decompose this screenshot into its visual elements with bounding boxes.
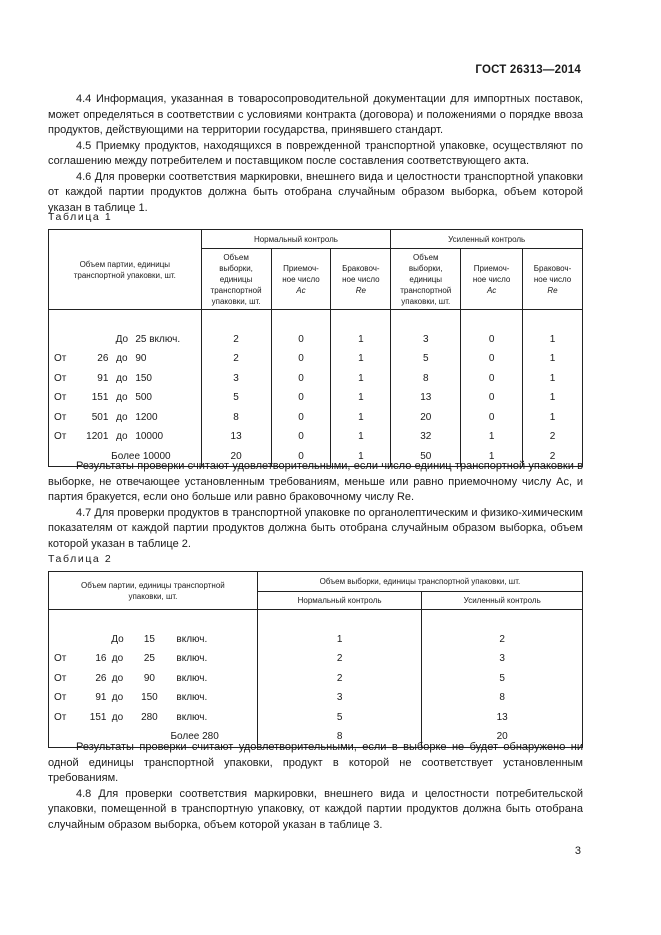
- table1-row: От 151 до 500 5 0 1 13 0 1: [49, 388, 583, 408]
- table1-row: До 25 включ. 2 0 1 3 0 1: [49, 330, 583, 350]
- table1-caption: Таблица 1: [48, 211, 113, 223]
- table1-row: От 1201 до 10000 13 0 1 32 1 2: [49, 427, 583, 447]
- table-2: [48, 571, 583, 748]
- clause-4-8: 4.8 Для проверки соответствия маркировки, внешнего вида и целостности потребительской упаковки, помещенной в транспортную упаковку, от каждой партии продуктов должна быть отобрана случайным образом выборка, объем которой указан в таблице 3.: [48, 787, 583, 831]
- table2-normal-header: Нормальный контроль: [257, 592, 422, 610]
- table2-lot-header: Объем партии, единицы транспортной упаковки, шт.: [49, 572, 258, 610]
- clause-4-4: 4.4 Информация, указанная в товаросопроводительной документации для импортных поставок, может определяться в соответствии с условиями контракта (договора) и положениями о порядке ввоза продуктов, действующими на территории государства, принявшего стандарт.: [48, 93, 583, 136]
- document-header: ГОСТ 26313—2014: [475, 64, 581, 76]
- table1-row: От 26 до 90 2 0 1 5 0 1: [49, 349, 583, 369]
- clause-4-6: 4.6 Для проверки соответствия маркировки, внешнего вида и целостности транспортной упаковки от каждой партии продуктов должна быть отобрана случайным образом выборка, объем которой указан в таблице 1.: [48, 170, 583, 214]
- table2-row: От 26 до 90 включ. 2 5: [49, 669, 583, 689]
- table1-ac2-header: Приемоч- ное число Ac: [461, 249, 523, 310]
- table2-row: От 91 до 150 включ. 3 8: [49, 688, 583, 708]
- result-paragraph-1: Результаты проверки считают удовлетворительными, если число единиц транспортной упаковки в выборке, не отвечающее установленным требованиям, меньше или равно приемочному числу Ac, и партия бракуется, если оно больше или равно браковочному числу Re.: [48, 460, 583, 503]
- clauses-result-and-4-8: [48, 740, 583, 833]
- table2-row-last: Более 280 8 20: [49, 727, 583, 747]
- page-number: 3: [574, 845, 581, 857]
- result-paragraph-2: Результаты проверки считают удовлетворительными, если в выборке не будет обнаружено ни одной единицы транспортной упаковки, продукт в которой не соответствует установленным требованиям.: [48, 741, 583, 784]
- table1-row: От 501 до 1200 8 0 1 20 0 1: [49, 408, 583, 428]
- table1-n1-header: Объем выборки, единицы транспортной упаковки, шт.: [201, 249, 271, 310]
- clause-4-7: 4.7 Для проверки продуктов в транспортной упаковке по органолептическим и физико-химическим показателям от каждой партии продуктов должна быть отобрана случайным образом выборка, объем которой указан в таблице 2.: [48, 506, 583, 550]
- table1-ac1-header: Приемоч- ное число Ac: [271, 249, 331, 310]
- table1-n2-header: Объем выборки, единицы транспортной упаковки, шт.: [391, 249, 461, 310]
- table2-row: От 16 до 25 включ. 2 3: [49, 649, 583, 669]
- table1-normal-header: Нормальный контроль: [201, 230, 391, 249]
- table1-row: От 91 до 150 3 0 1 8 0 1: [49, 369, 583, 389]
- table1-re1-header: Браковоч- ное число Re: [331, 249, 391, 310]
- table1-lot-header: Объем партии, единицы транспортной упаковки, шт.: [49, 230, 202, 310]
- clause-4-5: 4.5 Приемку продуктов, находящихся в поврежденной транспортной упаковке, осуществляют по соглашению между потребителем и поставщиком после составления соответствующего акта.: [48, 139, 583, 167]
- table-1: [48, 229, 583, 467]
- table2-tight-header: Усиленный контроль: [422, 592, 583, 610]
- table1-row-last: Более 10000 20 0 1 50 1 2: [49, 447, 583, 467]
- table2-sample-header: Объем выборки, единицы транспортной упаковки, шт.: [257, 572, 582, 592]
- table2-row: От 151 до 280 включ. 5 13: [49, 708, 583, 728]
- clauses-4-4-to-4-6: [48, 92, 583, 216]
- table2-caption: Таблица 2: [48, 553, 113, 565]
- clauses-result-and-4-7: [48, 459, 583, 552]
- table2-row: До 15 включ. 1 2: [49, 630, 583, 650]
- table1-tight-header: Усиленный контроль: [391, 230, 583, 249]
- table1-re2-header: Браковоч- ное число Re: [523, 249, 583, 310]
